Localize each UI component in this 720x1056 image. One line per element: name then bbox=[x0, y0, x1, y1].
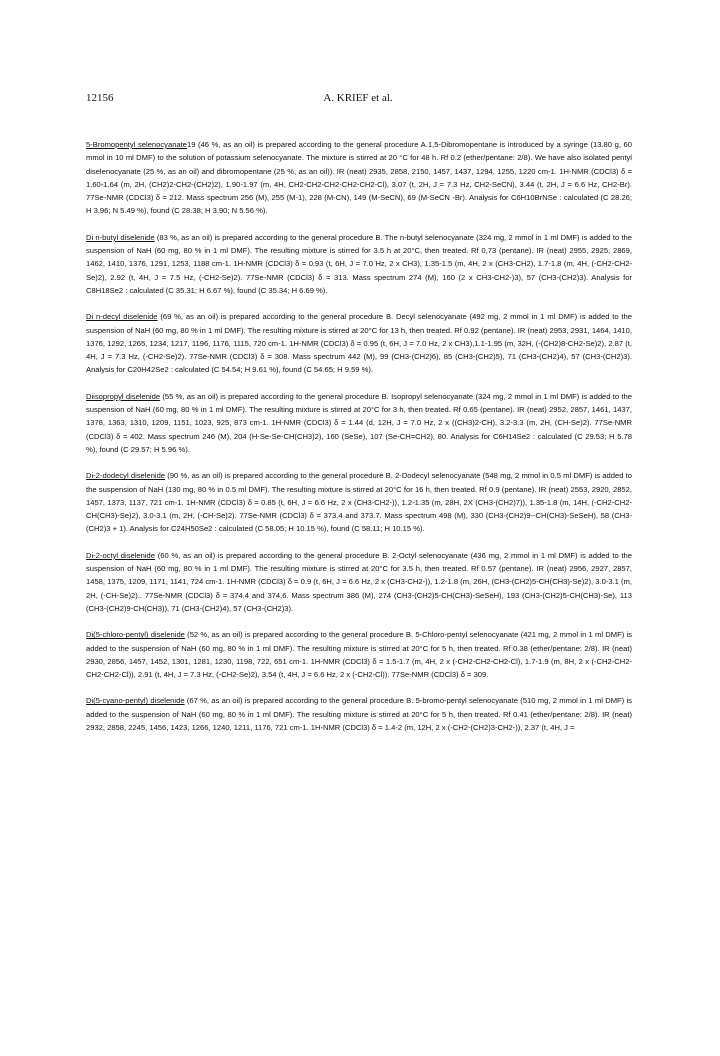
compound-entry bbox=[86, 469, 632, 535]
compound-name: Di-2-dodecyl diselenide bbox=[86, 471, 166, 481]
compound-name: Di(5-cyano-pentyl) diselenide bbox=[86, 696, 185, 706]
compound-text: (67 %, as an oil) is prepared according to the general procedure B. 5-bromo-pentyl selenocyanate (510 mg, 2 mmol in 1 ml DMF) is added to the suspension of NaH (60 mg, 80 % in 1 ml DMF). The resulting mixture is stirred at 20°C for 5 h, then treated. Rf 0.41 (ether/pentane: 2/8). IR (neat) 2932, 2858, 2245, 1456, 1423, 1266, 1240, 1211, 1176, 721 cm-1. 1H-NMR (CDCl3) δ = 1.4-2 (m, 12H, 2 x (-CH2-(CH2)3-CH2-)), 2.37 (t, 4H, J = bbox=[86, 696, 632, 732]
compound-name: Di-2-octyl diselenide bbox=[86, 550, 156, 560]
compound-text: (55 %, as an oil) is prepared according to the general procedure B. Isopropyl selenocyanate (324 mg, 2 mmol in 1 ml DMF) is added to the suspension of NaH (60 mg, 80 % in 1 ml DMF). The resulting mixture is stirred at 20°C for 3 h, then treated. Rf 0.65 (pentane). IR (neat) 2952, 2857, 1461, 1437, 1378, 1363, 1310, 1209, 1151, 1023, 925, 873 cm-1. 1H-NMR (CDCl3) δ = 1.44 (d, 12H, J = 7.0 Hz, 2 x ((CH3)2-CH), 3.2-3.3 (m, 2H, (CH-Se)2). 77Se-NMR (CDCl3) δ = 402. Mass spectrum 246 (M), 204 (H-Se-Se-CH(CH3)2), 160 (SeSe), 107 (Se-CH=CH2), 80. Analysis for C6H14Se2 : calculated (C 29.53; H 5.78 %), found (C 29.57; H 5.96 %). bbox=[86, 391, 632, 454]
compound-entry bbox=[86, 628, 632, 681]
compound-name: Di n-decyl diselenide bbox=[86, 312, 158, 322]
compound-text: 19 (46 %, as an oil) is prepared according to the general procedure A.1,5-Dibromopentane is introduced by a syringe (13.80 g, 60 mmol in 10 ml DMF) to the solution of potassium selenocyanate. The mixture is stirred at 20 °C for 48 h. Rf 0.2 (ether/pentane: 2/8). We have also isolated pentyl diselenocyanate (25 %, as an oil) and dibromopentane (25 %, as an oil)). IR (neat) 2935, 2858, 2150, 1457, 1437, 1294, 1255, 1220 cm-1. 1H-NMR (CDCl3) δ = 1.60-1.64 (m, 2H, (CH2)2-CH2-(CH2)2), 1.90-1.97 (m, 4H, CH2-CH2-CH2-CH2-CH2-Cl), 3.07 (t, 2H, J = 7.3 Hz, CH2-SeCN), 3.44 (t, 2H, J = 6.6 Hz, CH2-Br). 77Se-NMR (CDCl3) δ = 212. Mass spectrum 256 (M), 255 (M-1), 228 (M-CN), 149 (M-SeCN), 69 (M-SeCN -Br). Analysis for C6H10BrNSe : calculated (C 28.26; H 3.96; N 5.49 %), found (C 28.38; H 3.90; N 5.56 %). bbox=[86, 140, 633, 216]
compound-entry bbox=[86, 138, 632, 218]
compound-name: Di(5-chloro-pentyl) diselenide bbox=[86, 630, 185, 640]
compound-entry bbox=[86, 390, 632, 456]
compound-name: Di n-butyl diselenide bbox=[86, 232, 155, 242]
compound-text: (69 %, as an oil) is prepared according to the general procedure B. Decyl selenocyanate (492 mg, 2 mmol in 1 ml DMF) is added to the suspension of NaH (60 mg, 80 % in 1 ml DMF). The resulting mixture is stirred at 20°C for 13 h, then treated. Rf 0.92 (pentane). IR (neat) 2953, 2931, 1464, 1410, 1376, 1292, 1265, 1234, 1217, 1196, 1176, 1115, 720 cm-1. 1H-NMR (CDCl3) δ = 0.95 (t, 6H, J = 7.0 Hz, 2 x CH3),1.1-1.95 (m, 32H, (-(CH2)8-CH2-Se)2), 2.87 (t, 4H, J = 7.3 Hz, (-CH2-Se)2). 77Se-NMR (CDCl3) δ = 308. Mass spectrum 442 (M), 99 (CH3-(CH2)6), 85 (CH3-(CH2)5), 71 (CH3-(CH2)4), 57 (CH3-(CH2)3). Analysis for C20H42Se2 : calculated (C 54.54; H 9.61 %), found (C 54.65; H 9.59 %). bbox=[86, 312, 632, 375]
compound-entry bbox=[86, 694, 632, 734]
compound-entry bbox=[86, 549, 632, 615]
compound-entry bbox=[86, 231, 632, 297]
page-number: 12156 bbox=[86, 92, 114, 104]
compound-text: (52 %, as an oil) is prepared according to the general procedure B. 5-Chloro-pentyl selenocyanate (421 mg, 2 mmol in 1 ml DMF) is added to the suspension of NaH (60 mg, 80 % in 1 ml DMF). The resulting mixture is stirred at 20°C for 5 h, then treated. Rf 0.38 (ether/pentane: 2/8). IR (neat) 2930, 2856, 1457, 1452, 1301, 1281, 1230, 1198, 722, 651 cm-1. 1H-NMR (CDCl3) δ = 1.5-1.7 (m, 4H, 2 x (-CH2-CH2-CH2-Cl), 1.7-1.9 (m, 8H, 2 x (-CH2-CH2-CH2-CH2-Cl)), 2.91 (t, 4H, J = 7.3 Hz, (-CH2-Se)2), 3.54 (t, 4H, J = 6.6 Hz, 2 x (-CH2-Cl)). 77Se-NMR (CDCl3) δ = 309. bbox=[86, 630, 633, 680]
compound-name: 5-Bromopentyl selenocyanate bbox=[86, 140, 187, 149]
compound-name: Diisopropyl diselenide bbox=[86, 391, 161, 401]
compound-entry bbox=[86, 310, 632, 376]
page-header bbox=[86, 92, 630, 108]
compound-text: (83 %, as an oil) is prepared according to the general procedure B. The n-butyl selenocyanate (324 mg, 2 mmol in 1 ml DMF) is added to the suspension of NaH (60 mg, 80 % in 1 ml DMF). The resulting mixture is stirred for 3.5 h at 20°C, then treated. Rf 0,73 (pentane). IR (neat) 2955, 2925, 2869, 1462, 1410, 1376, 1291, 1253, 1188 cm-1. 1H-NMR (CDCl3) δ = 0.93 (t, 6H, J = 7.0 Hz, 2 x CH3), 1.35-1.5 (m, 4H, 2 x (CH3-CH2), 1.7-1.8 (m, 4H, (-CH2-CH2-Se)2), 2.92 (t, 4H, J = 7.5 Hz, (-CH2-Se)2). 77Se-NMR (CDCl3) δ = 313. Mass spectrum 274 (M), 160 (2 x CH3-CH2-)3), 57 (CH3-(CH2)3). Analysis for C8H18Se2 : calculated (C 35.31; H 6.67 %), found (C 35.34; H 6.69 %). bbox=[86, 232, 632, 295]
compound-text: (90 %, as an oil) is prepared according to the general procedure B. 2-Dodecyl selenocyanate (548 mg, 2 mmol in 0.5 ml DMF) is added to the suspension of NaH (130 mg, 80 % in 0.5 ml DMF). The resulting mixture is stirred at 20°C for 16 h, then treated. Rf 0.9 (pentane). IR (neat) 2553, 2920, 2852, 1457, 1373, 1137, 721 cm-1. 1H-NMR (CDCl3) δ = 0.85 (t, 6H, J = 6.6 Hz, 2 x (CH3-CH2-)), 1.2-1.35 (m, 28H, 2X (CH3-(CH2)7)), 1.35-1.8 (m, 14H, (-CH2-CH2-CH(CH3)-Se)2), 3.0-3.1 (m, 2H, (-CH-Se)2). 77Se-NMR (CDCl3) δ = 373.4 and 373.7. Mass spectrum 498 (M), 330 (CH3-(CH2)9--CH(CH3)-SeSeH), 58 (CH3-(CH2)3 + 1). Analysis for C24H50Se2 : calculated (C 58.05; H 10.15 %), found (C 58.11; H 10.15 %). bbox=[86, 471, 632, 534]
article-body bbox=[86, 138, 632, 747]
compound-text: (60 %, as an oil) is prepared according to the general procedure B. 2-Octyl selenocyanate (436 mg, 2 mmol in 1 ml DMF) is added to the suspension of NaH (60 mg, 80 % in 1 ml DMF). The resulting mixture is stirred at 20°C for 3.5 h, then treated. Rf 0.57 (pentane). IR (neat) 2956, 2927, 2857, 1458, 1375, 1209, 1171, 1141, 724 cm-1. 1H-NMR (CDCl3) δ = 0.9 (t, 6H, J = 6.6 Hz, 2 x (CH3-CH2-)), 1.2-1.8 (m, 26H, (CH3-(CH2)5-CH(CH3)-Se)2), 3.0-3.1 (m, 2H, (-CH-Se)2).. 77Se-NMR (CDCl3) δ = 374.4 and 374.6. Mass spectrum 386 (M), 274 (CH3-(CH2)5-CH(CH3)-SeSeH), 193 (CH3-(CH2)5-CH(CH3)-Se), 113 (CH3-(CH2)9-CH(CH3)), 71 (CH3-(CH2)4), 57 (CH3-(CH2)3). bbox=[86, 550, 633, 613]
running-head: A. KRIEF et al. bbox=[323, 92, 393, 104]
